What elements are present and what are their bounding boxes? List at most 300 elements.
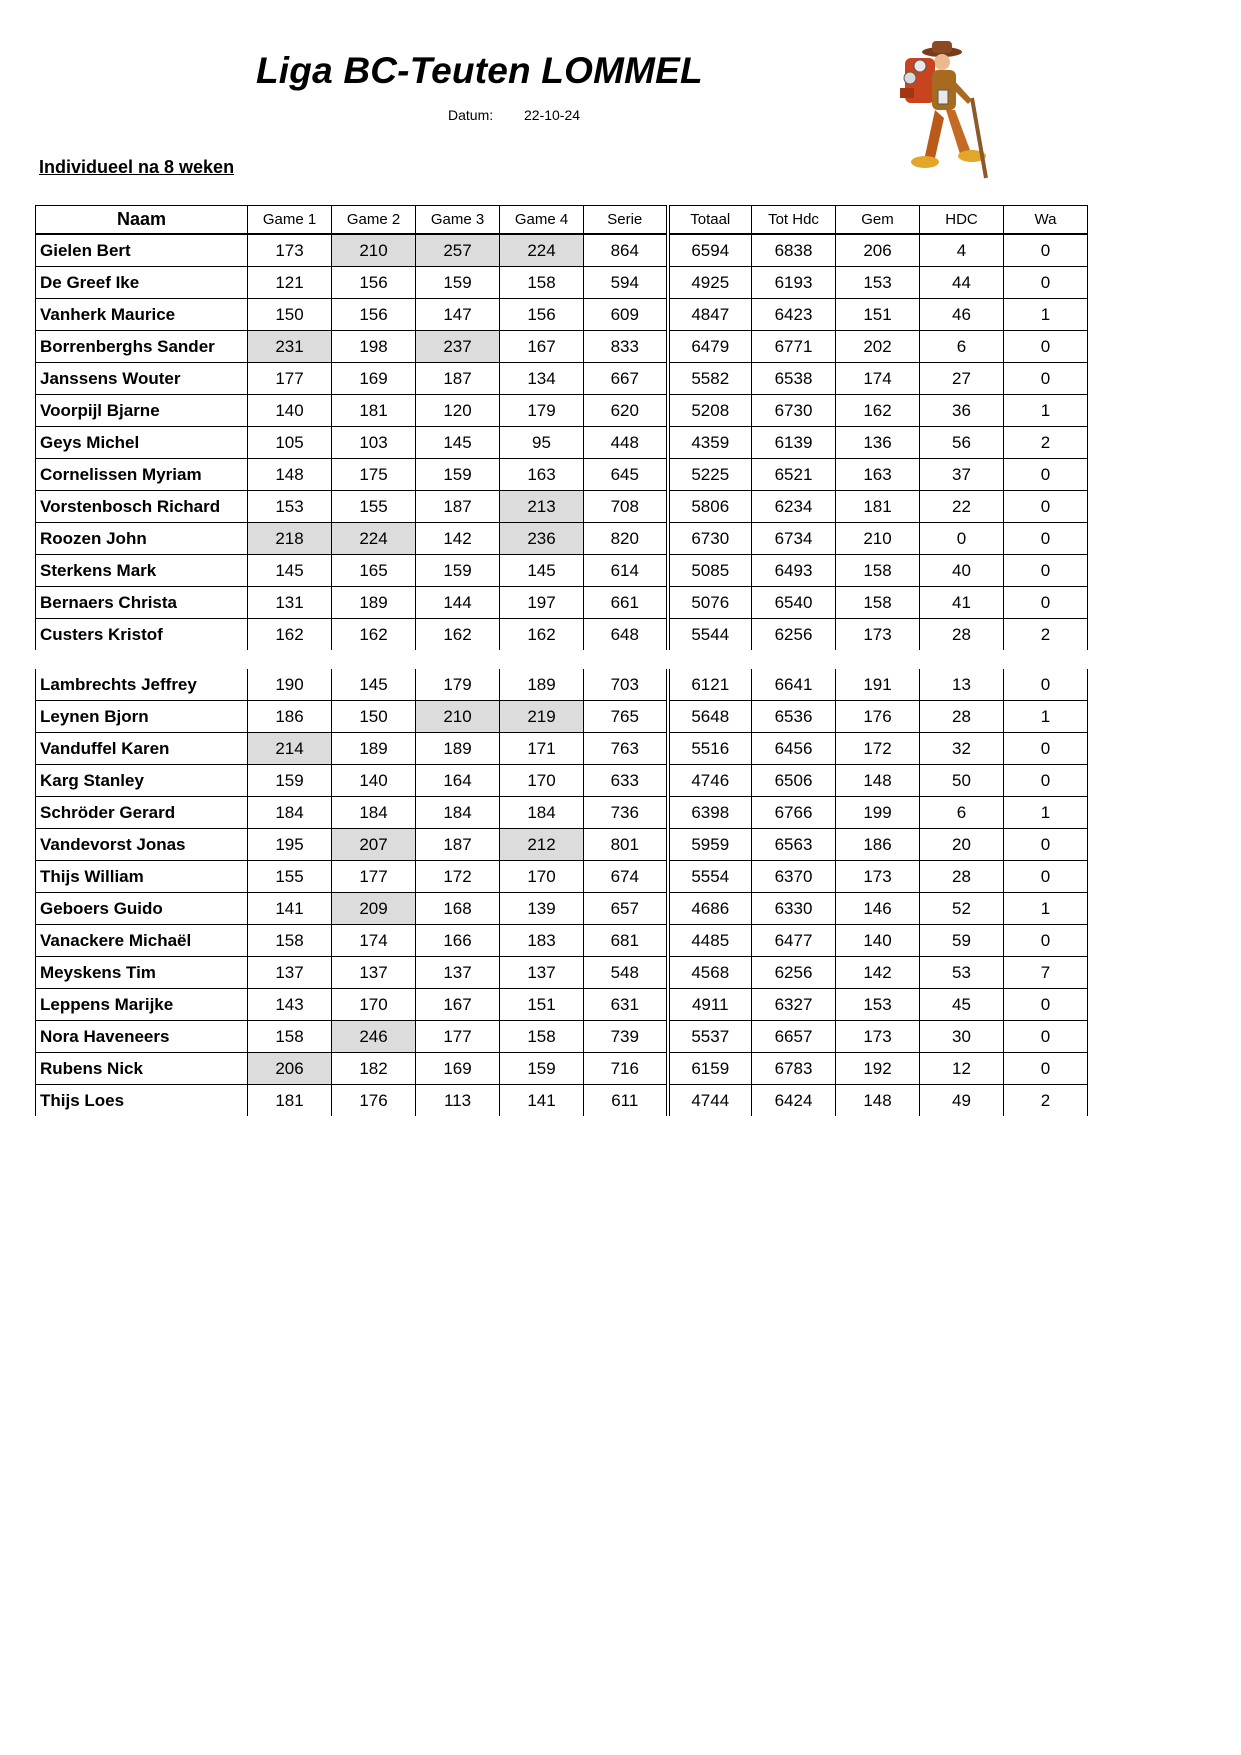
cell-g2: 156 — [332, 299, 416, 331]
cell-totaal: 5959 — [668, 829, 752, 861]
cell-g4: 236 — [500, 523, 584, 555]
cell-gem: 153 — [836, 267, 920, 299]
cell-g4: 170 — [500, 861, 584, 893]
cell-g2: 155 — [332, 491, 416, 523]
cell-g2: 137 — [332, 957, 416, 989]
cell-gem: 206 — [836, 234, 920, 267]
cell-name: Custers Kristof — [36, 619, 248, 651]
cell-gem: 174 — [836, 363, 920, 395]
cell-hdc: 52 — [920, 893, 1004, 925]
cell-tothdc: 6563 — [752, 829, 836, 861]
cell-hdc: 49 — [920, 1085, 1004, 1117]
cell-hdc: 6 — [920, 331, 1004, 363]
cell-g4: 167 — [500, 331, 584, 363]
cell-hdc: 59 — [920, 925, 1004, 957]
cell-gem: 172 — [836, 733, 920, 765]
cell-g2: 224 — [332, 523, 416, 555]
cell-name: Bernaers Christa — [36, 587, 248, 619]
cell-g1: 177 — [248, 363, 332, 395]
cell-totaal: 4925 — [668, 267, 752, 299]
cell-totaal: 6398 — [668, 797, 752, 829]
cell-totaal: 5225 — [668, 459, 752, 491]
cell-totaal: 6159 — [668, 1053, 752, 1085]
cell-g3: 177 — [416, 1021, 500, 1053]
cell-tothdc: 6734 — [752, 523, 836, 555]
cell-serie: 609 — [584, 299, 668, 331]
cell-totaal: 5582 — [668, 363, 752, 395]
cell-name: Borrenberghs Sander — [36, 331, 248, 363]
cell-tothdc: 6477 — [752, 925, 836, 957]
cell-gem: 173 — [836, 861, 920, 893]
cell-wa: 2 — [1004, 427, 1088, 459]
cell-g2: 207 — [332, 829, 416, 861]
table-row — [36, 587, 1088, 619]
cell-g2: 181 — [332, 395, 416, 427]
cell-name: Karg Stanley — [36, 765, 248, 797]
cell-totaal: 4744 — [668, 1085, 752, 1117]
cell-g4: 171 — [500, 733, 584, 765]
cell-g1: 150 — [248, 299, 332, 331]
cell-name: Sterkens Mark — [36, 555, 248, 587]
cell-g1: 190 — [248, 669, 332, 701]
cell-tothdc: 6540 — [752, 587, 836, 619]
cell-g1: 162 — [248, 619, 332, 651]
col-header-totaal: Totaal — [668, 206, 752, 235]
cell-g3: 187 — [416, 491, 500, 523]
cell-g3: 145 — [416, 427, 500, 459]
cell-gem: 176 — [836, 701, 920, 733]
cell-g4: 183 — [500, 925, 584, 957]
col-header-game3: Game 3 — [416, 206, 500, 235]
table-row — [36, 1085, 1088, 1117]
cell-serie: 708 — [584, 491, 668, 523]
cell-serie: 765 — [584, 701, 668, 733]
cell-serie: 739 — [584, 1021, 668, 1053]
cell-g3: 159 — [416, 459, 500, 491]
cell-g3: 179 — [416, 669, 500, 701]
cell-g2: 210 — [332, 234, 416, 267]
cell-serie: 736 — [584, 797, 668, 829]
table-row — [36, 989, 1088, 1021]
cell-g1: 143 — [248, 989, 332, 1021]
cell-tothdc: 6730 — [752, 395, 836, 427]
cell-g3: 169 — [416, 1053, 500, 1085]
cell-g3: 187 — [416, 363, 500, 395]
cell-wa: 0 — [1004, 1053, 1088, 1085]
cell-wa: 0 — [1004, 861, 1088, 893]
cell-hdc: 41 — [920, 587, 1004, 619]
cell-wa: 0 — [1004, 587, 1088, 619]
cell-g4: 162 — [500, 619, 584, 651]
cell-totaal: 4911 — [668, 989, 752, 1021]
cell-tothdc: 6657 — [752, 1021, 836, 1053]
cell-g2: 145 — [332, 669, 416, 701]
cell-hdc: 32 — [920, 733, 1004, 765]
cell-gem: 158 — [836, 555, 920, 587]
cell-g4: 159 — [500, 1053, 584, 1085]
cell-tothdc: 6256 — [752, 619, 836, 651]
table-row — [36, 765, 1088, 797]
cell-g3: 184 — [416, 797, 500, 829]
cell-hdc: 50 — [920, 765, 1004, 797]
table-row — [36, 267, 1088, 299]
cell-g4: 212 — [500, 829, 584, 861]
cell-name: Roozen John — [36, 523, 248, 555]
cell-wa: 0 — [1004, 989, 1088, 1021]
table-row — [36, 619, 1088, 651]
cell-tothdc: 6193 — [752, 267, 836, 299]
col-header-gem: Gem — [836, 206, 920, 235]
cell-g3: 120 — [416, 395, 500, 427]
cell-hdc: 0 — [920, 523, 1004, 555]
cell-gem: 140 — [836, 925, 920, 957]
cell-serie: 667 — [584, 363, 668, 395]
cell-name: Vorstenbosch Richard — [36, 491, 248, 523]
cell-hdc: 4 — [920, 234, 1004, 267]
cell-totaal: 6594 — [668, 234, 752, 267]
cell-g3: 147 — [416, 299, 500, 331]
cell-wa: 0 — [1004, 523, 1088, 555]
cell-totaal: 5076 — [668, 587, 752, 619]
standings-table-group-1 — [35, 205, 1088, 650]
cell-totaal: 5516 — [668, 733, 752, 765]
cell-wa: 0 — [1004, 331, 1088, 363]
cell-wa: 0 — [1004, 925, 1088, 957]
cell-tothdc: 6838 — [752, 234, 836, 267]
cell-gem: 191 — [836, 669, 920, 701]
cell-g1: 184 — [248, 797, 332, 829]
cell-g4: 137 — [500, 957, 584, 989]
cell-name: Rubens Nick — [36, 1053, 248, 1085]
cell-g4: 163 — [500, 459, 584, 491]
standings-table-group-2 — [35, 669, 1088, 1116]
cell-g3: 210 — [416, 701, 500, 733]
cell-gem: 158 — [836, 587, 920, 619]
cell-g4: 179 — [500, 395, 584, 427]
cell-totaal: 4746 — [668, 765, 752, 797]
cell-gem: 210 — [836, 523, 920, 555]
cell-hdc: 36 — [920, 395, 1004, 427]
cell-tothdc: 6456 — [752, 733, 836, 765]
hiker-mascot-icon — [880, 38, 1010, 188]
cell-g3: 159 — [416, 555, 500, 587]
cell-g2: 198 — [332, 331, 416, 363]
cell-gem: 148 — [836, 1085, 920, 1117]
cell-totaal: 4847 — [668, 299, 752, 331]
cell-hdc: 30 — [920, 1021, 1004, 1053]
cell-tothdc: 6538 — [752, 363, 836, 395]
cell-tothdc: 6327 — [752, 989, 836, 1021]
cell-g4: 156 — [500, 299, 584, 331]
cell-g4: 158 — [500, 267, 584, 299]
cell-totaal: 4359 — [668, 427, 752, 459]
cell-hdc: 37 — [920, 459, 1004, 491]
cell-g2: 175 — [332, 459, 416, 491]
cell-gem: 173 — [836, 1021, 920, 1053]
cell-gem: 202 — [836, 331, 920, 363]
cell-serie: 614 — [584, 555, 668, 587]
cell-g3: 159 — [416, 267, 500, 299]
cell-wa: 2 — [1004, 1085, 1088, 1117]
cell-g4: 145 — [500, 555, 584, 587]
cell-name: Vanackere Michaël — [36, 925, 248, 957]
table-row — [36, 829, 1088, 861]
cell-wa: 0 — [1004, 765, 1088, 797]
cell-hdc: 12 — [920, 1053, 1004, 1085]
cell-tothdc: 6256 — [752, 957, 836, 989]
col-header-naam: Naam — [36, 206, 248, 235]
cell-name: Leynen Bjorn — [36, 701, 248, 733]
cell-hdc: 44 — [920, 267, 1004, 299]
table-row — [36, 427, 1088, 459]
cell-g1: 105 — [248, 427, 332, 459]
cell-g2: 184 — [332, 797, 416, 829]
cell-g4: 170 — [500, 765, 584, 797]
cell-wa: 1 — [1004, 395, 1088, 427]
cell-hdc: 13 — [920, 669, 1004, 701]
cell-totaal: 6121 — [668, 669, 752, 701]
cell-g4: 184 — [500, 797, 584, 829]
cell-tothdc: 6330 — [752, 893, 836, 925]
cell-gem: 192 — [836, 1053, 920, 1085]
table-row — [36, 797, 1088, 829]
cell-g1: 121 — [248, 267, 332, 299]
cell-g1: 195 — [248, 829, 332, 861]
cell-name: Geboers Guido — [36, 893, 248, 925]
cell-totaal: 5544 — [668, 619, 752, 651]
cell-gem: 136 — [836, 427, 920, 459]
cell-serie: 716 — [584, 1053, 668, 1085]
cell-g2: 174 — [332, 925, 416, 957]
cell-serie: 801 — [584, 829, 668, 861]
cell-g3: 166 — [416, 925, 500, 957]
cell-g3: 164 — [416, 765, 500, 797]
table-row — [36, 893, 1088, 925]
cell-serie: 611 — [584, 1085, 668, 1117]
cell-serie: 820 — [584, 523, 668, 555]
cell-tothdc: 6493 — [752, 555, 836, 587]
cell-g1: 158 — [248, 925, 332, 957]
cell-gem: 173 — [836, 619, 920, 651]
table-row — [36, 1021, 1088, 1053]
cell-g3: 172 — [416, 861, 500, 893]
table-row — [36, 459, 1088, 491]
cell-name: Leppens Marijke — [36, 989, 248, 1021]
cell-g3: 162 — [416, 619, 500, 651]
cell-name: Vanduffel Karen — [36, 733, 248, 765]
cell-name: Gielen Bert — [36, 234, 248, 267]
cell-tothdc: 6139 — [752, 427, 836, 459]
table-row — [36, 925, 1088, 957]
cell-gem: 142 — [836, 957, 920, 989]
table-row — [36, 363, 1088, 395]
cell-g2: 170 — [332, 989, 416, 1021]
cell-g3: 257 — [416, 234, 500, 267]
cell-g1: 141 — [248, 893, 332, 925]
cell-hdc: 28 — [920, 701, 1004, 733]
cell-totaal: 4686 — [668, 893, 752, 925]
cell-g3: 137 — [416, 957, 500, 989]
cell-tothdc: 6506 — [752, 765, 836, 797]
table-row — [36, 491, 1088, 523]
cell-serie: 645 — [584, 459, 668, 491]
cell-gem: 148 — [836, 765, 920, 797]
cell-g2: 156 — [332, 267, 416, 299]
cell-serie: 674 — [584, 861, 668, 893]
cell-wa: 2 — [1004, 619, 1088, 651]
cell-g3: 168 — [416, 893, 500, 925]
cell-totaal: 6730 — [668, 523, 752, 555]
cell-totaal: 4568 — [668, 957, 752, 989]
cell-gem: 151 — [836, 299, 920, 331]
table-row — [36, 733, 1088, 765]
cell-name: Meyskens Tim — [36, 957, 248, 989]
cell-totaal: 5554 — [668, 861, 752, 893]
cell-g1: 145 — [248, 555, 332, 587]
cell-g4: 189 — [500, 669, 584, 701]
col-header-game1: Game 1 — [248, 206, 332, 235]
cell-g1: 173 — [248, 234, 332, 267]
cell-tothdc: 6521 — [752, 459, 836, 491]
cell-wa: 0 — [1004, 733, 1088, 765]
cell-g3: 113 — [416, 1085, 500, 1117]
cell-tothdc: 6370 — [752, 861, 836, 893]
cell-g3: 142 — [416, 523, 500, 555]
table-row — [36, 957, 1088, 989]
col-header-game4: Game 4 — [500, 206, 584, 235]
cell-hdc: 56 — [920, 427, 1004, 459]
cell-tothdc: 6783 — [752, 1053, 836, 1085]
cell-name: Thijs William — [36, 861, 248, 893]
cell-name: Voorpijl Bjarne — [36, 395, 248, 427]
cell-name: Geys Michel — [36, 427, 248, 459]
cell-hdc: 20 — [920, 829, 1004, 861]
cell-name: Vanherk Maurice — [36, 299, 248, 331]
cell-g1: 181 — [248, 1085, 332, 1117]
cell-g2: 182 — [332, 1053, 416, 1085]
cell-totaal: 5806 — [668, 491, 752, 523]
cell-g1: 140 — [248, 395, 332, 427]
table-row — [36, 861, 1088, 893]
col-header-serie: Serie — [584, 206, 668, 235]
cell-g2: 103 — [332, 427, 416, 459]
cell-g1: 186 — [248, 701, 332, 733]
cell-g2: 140 — [332, 765, 416, 797]
cell-name: Vandevorst Jonas — [36, 829, 248, 861]
cell-g3: 167 — [416, 989, 500, 1021]
table-row — [36, 395, 1088, 427]
table-row — [36, 299, 1088, 331]
cell-g2: 176 — [332, 1085, 416, 1117]
cell-hdc: 6 — [920, 797, 1004, 829]
cell-g1: 218 — [248, 523, 332, 555]
cell-g4: 197 — [500, 587, 584, 619]
cell-serie: 648 — [584, 619, 668, 651]
cell-totaal: 4485 — [668, 925, 752, 957]
cell-g4: 224 — [500, 234, 584, 267]
cell-gem: 162 — [836, 395, 920, 427]
cell-totaal: 6479 — [668, 331, 752, 363]
cell-hdc: 27 — [920, 363, 1004, 395]
table-row — [36, 701, 1088, 733]
cell-hdc: 45 — [920, 989, 1004, 1021]
table-row — [36, 555, 1088, 587]
cell-wa: 0 — [1004, 829, 1088, 861]
cell-hdc: 46 — [920, 299, 1004, 331]
cell-serie: 448 — [584, 427, 668, 459]
table-header-row — [36, 206, 1088, 235]
cell-wa: 0 — [1004, 234, 1088, 267]
cell-g4: 151 — [500, 989, 584, 1021]
cell-serie: 657 — [584, 893, 668, 925]
cell-tothdc: 6234 — [752, 491, 836, 523]
cell-tothdc: 6423 — [752, 299, 836, 331]
cell-wa: 0 — [1004, 459, 1088, 491]
cell-g1: 155 — [248, 861, 332, 893]
cell-gem: 186 — [836, 829, 920, 861]
cell-wa: 0 — [1004, 491, 1088, 523]
cell-serie: 661 — [584, 587, 668, 619]
cell-gem: 153 — [836, 989, 920, 1021]
cell-g4: 134 — [500, 363, 584, 395]
cell-g2: 169 — [332, 363, 416, 395]
cell-gem: 199 — [836, 797, 920, 829]
col-header-tothdc: Tot Hdc — [752, 206, 836, 235]
table-row — [36, 234, 1088, 267]
cell-totaal: 5648 — [668, 701, 752, 733]
cell-g1: 158 — [248, 1021, 332, 1053]
cell-g4: 141 — [500, 1085, 584, 1117]
cell-g4: 213 — [500, 491, 584, 523]
cell-name: Thijs Loes — [36, 1085, 248, 1117]
cell-serie: 633 — [584, 765, 668, 797]
cell-wa: 1 — [1004, 797, 1088, 829]
table-row — [36, 331, 1088, 363]
cell-wa: 0 — [1004, 267, 1088, 299]
cell-name: Lambrechts Jeffrey — [36, 669, 248, 701]
cell-serie: 631 — [584, 989, 668, 1021]
cell-g2: 189 — [332, 733, 416, 765]
col-header-hdc: HDC — [920, 206, 1004, 235]
cell-serie: 763 — [584, 733, 668, 765]
cell-g1: 159 — [248, 765, 332, 797]
cell-g2: 162 — [332, 619, 416, 651]
cell-g1: 231 — [248, 331, 332, 363]
cell-name: Schröder Gerard — [36, 797, 248, 829]
cell-totaal: 5537 — [668, 1021, 752, 1053]
table-row — [36, 523, 1088, 555]
cell-hdc: 28 — [920, 861, 1004, 893]
cell-name: Cornelissen Myriam — [36, 459, 248, 491]
cell-wa: 0 — [1004, 1021, 1088, 1053]
table-row — [36, 669, 1088, 701]
cell-totaal: 5085 — [668, 555, 752, 587]
cell-g1: 131 — [248, 587, 332, 619]
cell-serie: 833 — [584, 331, 668, 363]
cell-hdc: 22 — [920, 491, 1004, 523]
cell-g4: 158 — [500, 1021, 584, 1053]
col-header-wa: Wa — [1004, 206, 1088, 235]
cell-serie: 594 — [584, 267, 668, 299]
cell-g2: 150 — [332, 701, 416, 733]
cell-totaal: 5208 — [668, 395, 752, 427]
cell-g4: 219 — [500, 701, 584, 733]
cell-wa: 1 — [1004, 299, 1088, 331]
cell-g2: 189 — [332, 587, 416, 619]
cell-g3: 189 — [416, 733, 500, 765]
cell-serie: 703 — [584, 669, 668, 701]
cell-serie: 681 — [584, 925, 668, 957]
